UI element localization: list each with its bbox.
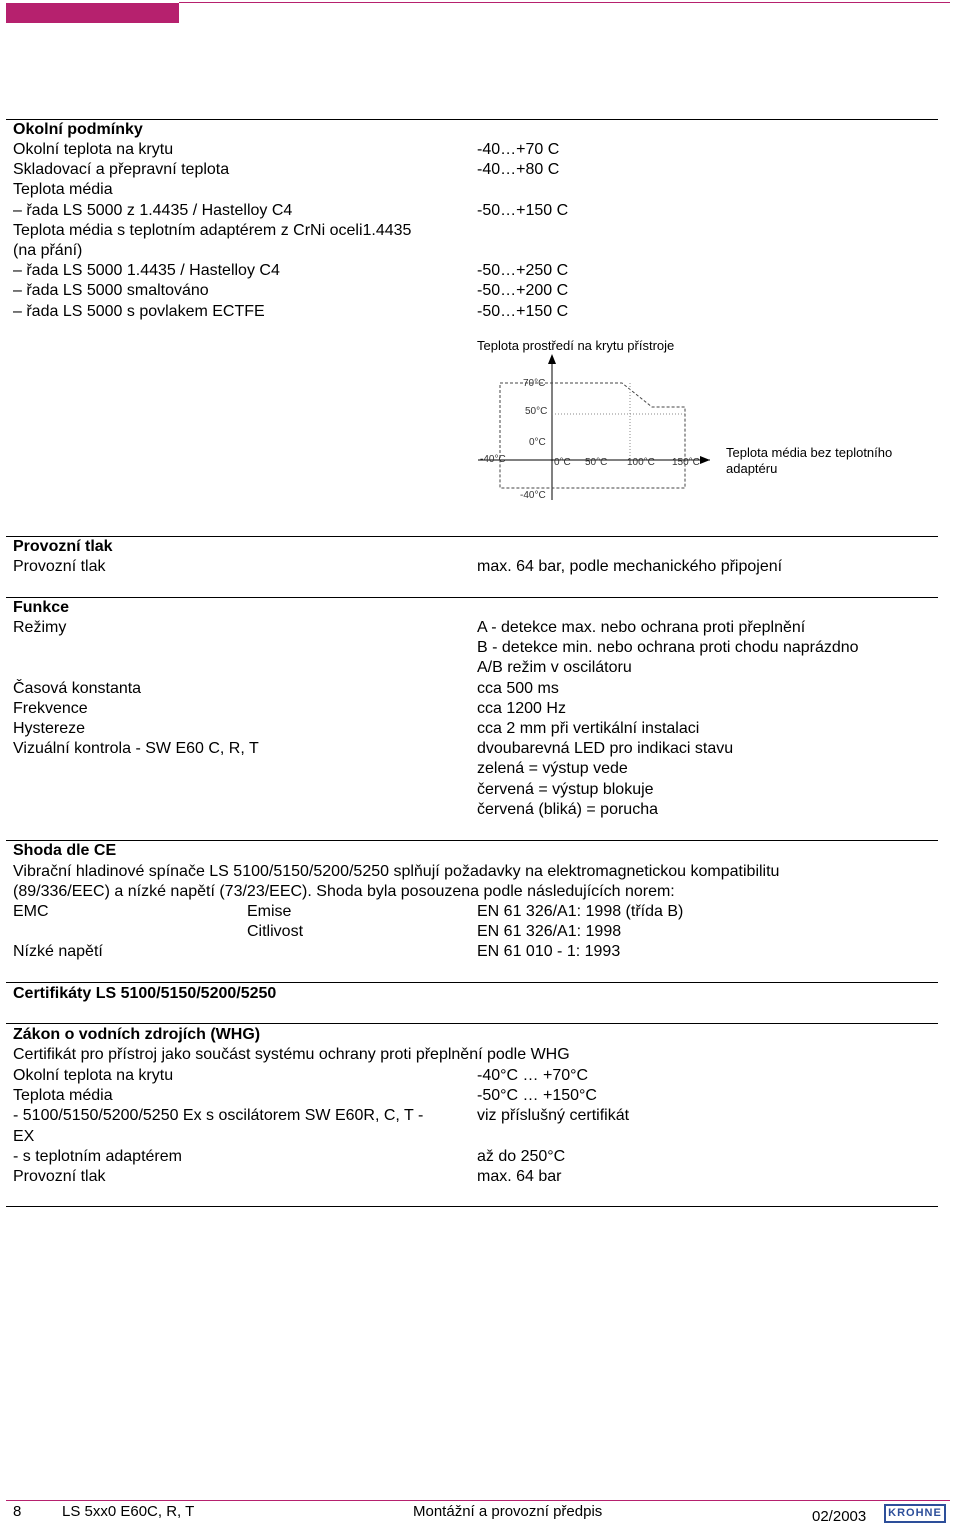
diagram-y-title: Teplota prostředí na krytu přístroje — [477, 338, 675, 353]
row-value: až do 250°C — [477, 1147, 566, 1165]
row-label: – řada LS 5000 z 1.4435 / Hastelloy C4 — [13, 201, 293, 219]
diagram-x-title-2: adaptéru — [726, 461, 778, 476]
row-label: Okolní teplota na krytu — [13, 141, 174, 158]
row-value: viz příslušný certifikát — [477, 1107, 630, 1125]
ce-text-2: (89/336/EEC) a nízké napětí (73/23/EEC). Shoda byla posouzena podle následujících norem: — [13, 883, 675, 900]
section-heading-cert: Certifikáty LS 5100/5150/5200/5250 — [13, 985, 277, 1002]
footer-line — [6, 1500, 950, 1501]
row-value: A/B režim v oscilátoru — [477, 659, 632, 677]
footer-doc-title: Montážní a provozní předpis — [413, 1503, 603, 1520]
divider — [6, 597, 938, 598]
divider — [6, 1206, 938, 1207]
divider — [6, 840, 938, 841]
y-tick-70: 70°C — [523, 378, 546, 389]
row-value: cca 1200 Hz — [477, 699, 566, 717]
row-label: Vizuální kontrola - SW E60 C, R, T — [13, 740, 259, 758]
x-tick-150: 150°C — [672, 457, 700, 468]
row-label: Okolní teplota na krytu — [13, 1067, 174, 1084]
row-value: cca 500 ms — [477, 679, 559, 697]
row-value: cca 2 mm při vertikální instalaci — [477, 720, 700, 737]
row-label: Teplota média — [13, 1087, 113, 1105]
standard-category: Nízké napětí — [13, 943, 103, 961]
row-label: – řada LS 5000 s povlakem ECTFE — [13, 302, 265, 320]
row-value: červená (bliká) = porucha — [477, 800, 658, 818]
row-label: Teplota média — [13, 181, 113, 199]
row-label: Teplota média s teplotním adaptérem z CrNi oceli1.4435 — [13, 221, 412, 239]
row-value: -50°C … +150°C — [477, 1087, 597, 1105]
whg-intro: Certifikát pro přístroj jako součást systému ochrany proti přeplnění podle WHG — [13, 1046, 570, 1063]
footer-date: 02/2003 — [812, 1508, 867, 1525]
standard-value: EN 61 326/A1: 1998 (třída B) — [477, 903, 684, 920]
divider — [6, 982, 938, 983]
standard-type: Citlivost — [247, 923, 304, 941]
pressure-label: Provozní tlak — [13, 558, 106, 575]
row-label: - 5100/5150/5200/5250 Ex s oscilátorem SW E60R, C, T - — [13, 1107, 424, 1125]
row-label: - s teplotním adaptérem — [13, 1147, 182, 1165]
x-tick-0: 0°C — [554, 457, 571, 468]
y-tick-minus40: -40°C — [520, 490, 546, 501]
row-value: -50…+150 C — [477, 302, 569, 320]
row-label: – řada LS 5000 1.4435 / Hastelloy C4 — [13, 262, 280, 280]
row-value: -40°C … +70°C — [477, 1067, 589, 1084]
row-value: -50…+150 C — [477, 201, 569, 219]
section-heading-env: Okolní podmínky — [13, 121, 143, 138]
row-label: Skladovací a přepravní teplota — [13, 161, 230, 179]
standard-value: EN 61 326/A1: 1998 — [477, 923, 622, 941]
section-heading-ce: Shoda dle CE — [13, 842, 117, 859]
row-value: max. 64 bar — [477, 1168, 562, 1185]
row-value: -40…+80 C — [477, 161, 560, 179]
row-value: A - detekce max. nebo ochrana proti přeplnění — [477, 619, 806, 636]
x-tick-minus40: -40°C — [480, 454, 506, 465]
y-tick-50: 50°C — [525, 406, 548, 417]
header-line — [179, 2, 950, 3]
ce-text-1: Vibrační hladinové spínače LS 5100/5150/5200/5250 splňují požadavky na elektromagnetickou kompatibilitu — [13, 863, 780, 880]
row-value: -50…+250 C — [477, 262, 569, 280]
standard-category: EMC — [13, 903, 49, 920]
row-label: Frekvence — [13, 699, 88, 717]
row-label: Provozní tlak — [13, 1168, 106, 1185]
row-value: dvoubarevná LED pro indikaci stavu — [477, 740, 734, 758]
footer-page-number: 8 — [13, 1503, 22, 1520]
divider — [6, 536, 938, 537]
pressure-value: max. 64 bar, podle mechanického připojení — [477, 558, 783, 575]
row-value: -50…+200 C — [477, 282, 569, 300]
row-label: Režimy — [13, 619, 67, 636]
row-value: B - detekce min. nebo ochrana proti chodu naprázdno — [477, 639, 859, 657]
section-heading-pressure: Provozní tlak — [13, 538, 113, 555]
row-label: – řada LS 5000 smaltováno — [13, 282, 209, 300]
standard-type: Emise — [247, 903, 292, 920]
row-label: Časová konstanta — [13, 679, 142, 697]
section-heading-function: Funkce — [13, 599, 70, 616]
row-label: Hystereze — [13, 720, 86, 737]
row-label: EX — [13, 1127, 35, 1145]
diagram-x-title-1: Teplota média bez teplotního — [726, 445, 893, 460]
divider — [6, 119, 938, 120]
footer-model: LS 5xx0 E60C, R, T — [62, 1503, 195, 1520]
row-value: -40…+70 C — [477, 141, 560, 158]
section-heading-whg: Zákon o vodních zdrojích (WHG) — [13, 1026, 261, 1043]
y-tick-0: 0°C — [529, 437, 546, 448]
row-value: zelená = výstup vede — [477, 760, 628, 778]
x-tick-100: 100°C — [627, 457, 655, 468]
header-accent-bar — [6, 3, 179, 23]
x-tick-50: 50°C — [585, 457, 608, 468]
krohne-logo: KROHNE — [884, 1504, 946, 1523]
standard-value: EN 61 010 - 1: 1993 — [477, 943, 621, 961]
row-label: (na přání) — [13, 242, 83, 259]
divider — [6, 1023, 938, 1024]
temperature-diagram — [470, 350, 710, 505]
row-value: červená = výstup blokuje — [477, 780, 654, 798]
